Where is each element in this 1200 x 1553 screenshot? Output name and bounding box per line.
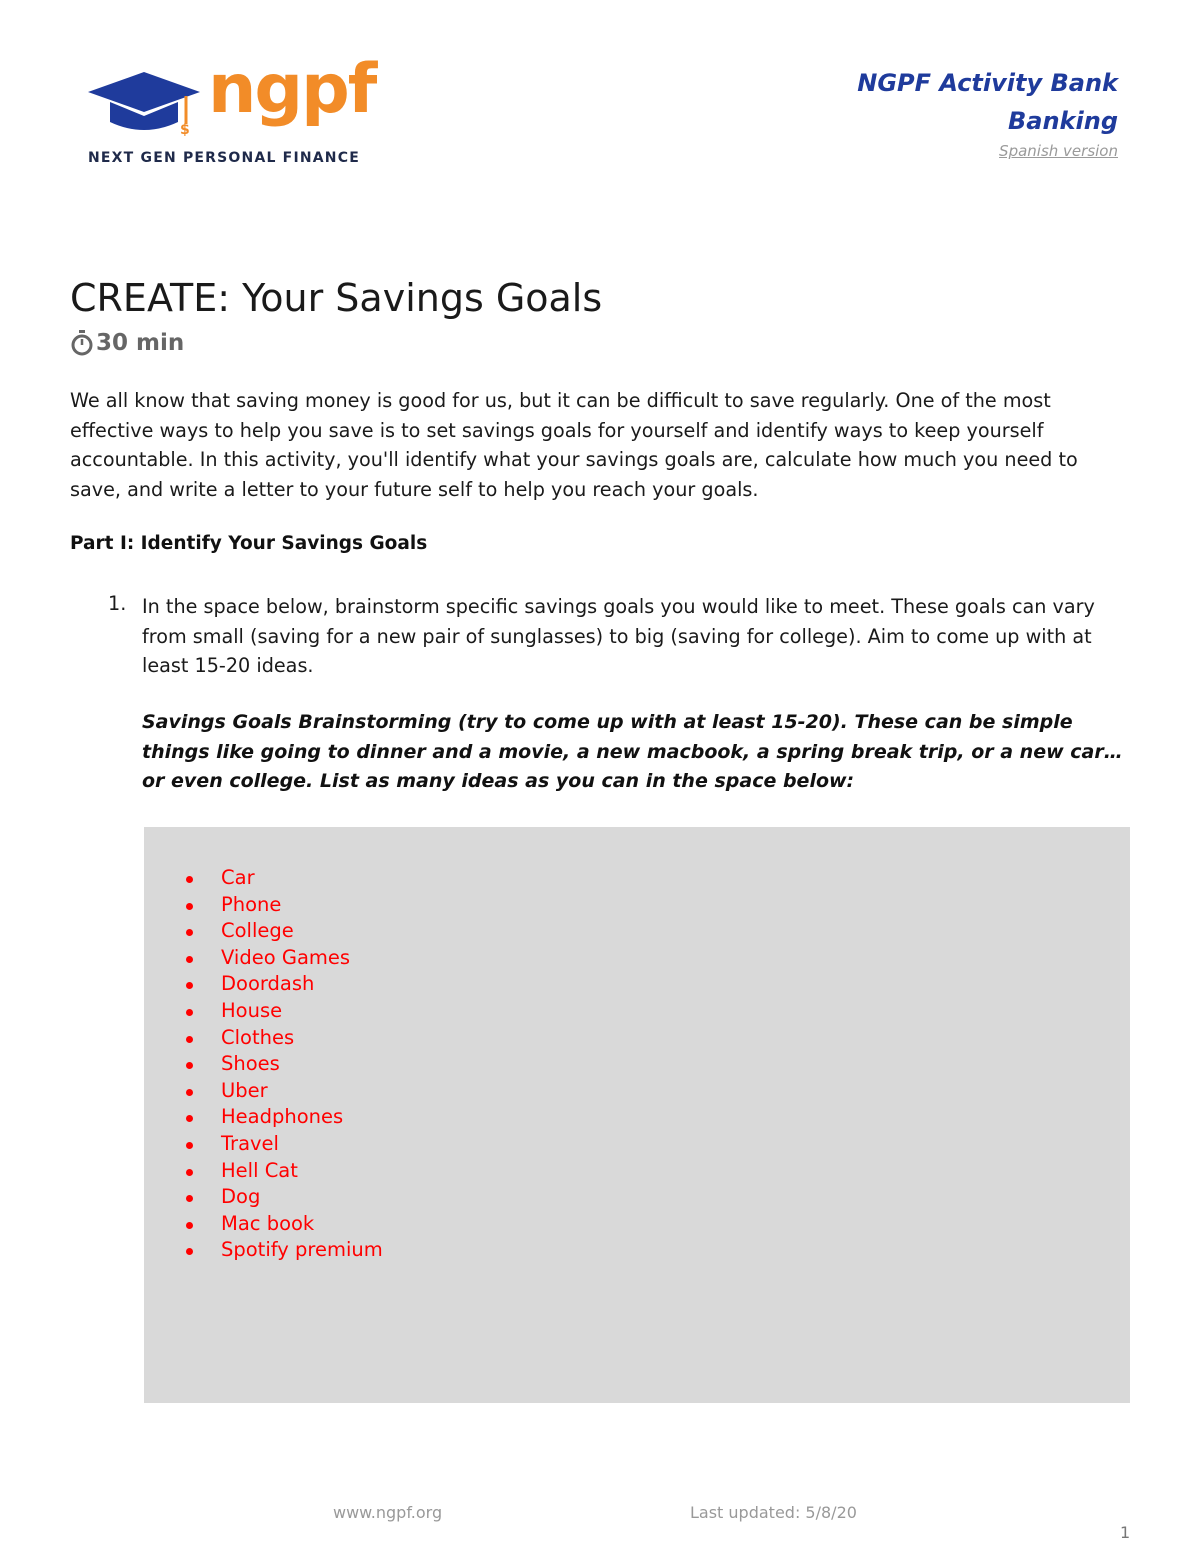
duration: [70, 330, 184, 356]
category-label: Banking: [1007, 107, 1118, 135]
list-item: Phone: [186, 892, 383, 919]
activity-bank-label: NGPF Activity Bank: [857, 69, 1118, 97]
bullet-icon: [186, 1089, 193, 1096]
question-text: In the space below, brainstorm specific savings goals you would like to meet. These goals can vary from small (saving for a new pair of sunglasses) to big (saving for college). Aim to come up with at least 15-20 ideas.: [142, 595, 1095, 677]
list-item: Shoes: [186, 1051, 383, 1078]
question-number: 1.: [108, 592, 127, 615]
ngpf-logo: [88, 50, 388, 172]
answer-box[interactable]: [144, 827, 1130, 1403]
spanish-version-link[interactable]: Spanish version: [999, 142, 1118, 160]
list-item: Mac book: [186, 1211, 383, 1238]
bullet-icon: [186, 1009, 193, 1016]
list-item: Car: [186, 865, 383, 892]
bullet-icon: [186, 956, 193, 963]
svg-text:$: $: [180, 122, 190, 138]
list-item: Uber: [186, 1078, 383, 1105]
list-item: Clothes: [186, 1025, 383, 1052]
bullet-icon: [186, 903, 193, 910]
bullet-icon: [186, 1169, 193, 1176]
list-item: College: [186, 918, 383, 945]
bullet-icon: [186, 1222, 193, 1229]
logo-wordmark: ngpf: [208, 50, 376, 129]
page-title: CREATE: Your Savings Goals: [70, 276, 603, 320]
goal-list: [186, 865, 383, 1264]
stopwatch-icon: [70, 330, 94, 356]
list-item: Video Games: [186, 945, 383, 972]
duration-text: 30 min: [96, 330, 185, 356]
footer-website[interactable]: www.ngpf.org: [333, 1503, 443, 1522]
list-item: Dog: [186, 1184, 383, 1211]
list-item: Doordash: [186, 971, 383, 998]
list-item: House: [186, 998, 383, 1025]
bullet-icon: [186, 1115, 193, 1122]
bullet-icon: [186, 1142, 193, 1149]
list-item: Spotify premium: [186, 1237, 383, 1264]
page-number: 1: [1120, 1523, 1131, 1542]
bullet-icon: [186, 1248, 193, 1255]
list-item: Hell Cat: [186, 1158, 383, 1185]
bullet-icon: [186, 1062, 193, 1069]
bullet-icon: [186, 1195, 193, 1202]
list-item: Travel: [186, 1131, 383, 1158]
brainstorm-prompt: Savings Goals Brainstorming (try to come up with at least 15-20). These can be simple things like going to dinner and a movie, a new macbook, a spring break trip, or a new car… or even college. List as many ideas as you can in the space below:: [142, 711, 1123, 792]
part-one-heading: Part I: Identify Your Savings Goals: [70, 533, 428, 554]
graduation-cap-icon: [88, 72, 200, 142]
footer-last-updated: Last updated: 5/8/20: [690, 1503, 857, 1522]
logo-tagline: NEXT GEN PERSONAL FINANCE: [88, 150, 360, 166]
list-item: Headphones: [186, 1104, 383, 1131]
bullet-icon: [186, 1036, 193, 1043]
header-info: [857, 64, 1118, 162]
bullet-icon: [186, 876, 193, 883]
intro-paragraph: We all know that saving money is good for us, but it can be difficult to save regularly. One of the most effective ways to help you save is to set savings goals for yourself and identify ways to keep yourself accountable. In this activity, you'll identify what your savings goals are, calculate how much you need to save, and write a letter to your future self to help you reach your goals.: [70, 389, 1078, 501]
bullet-icon: [186, 929, 193, 936]
bullet-icon: [186, 982, 193, 989]
